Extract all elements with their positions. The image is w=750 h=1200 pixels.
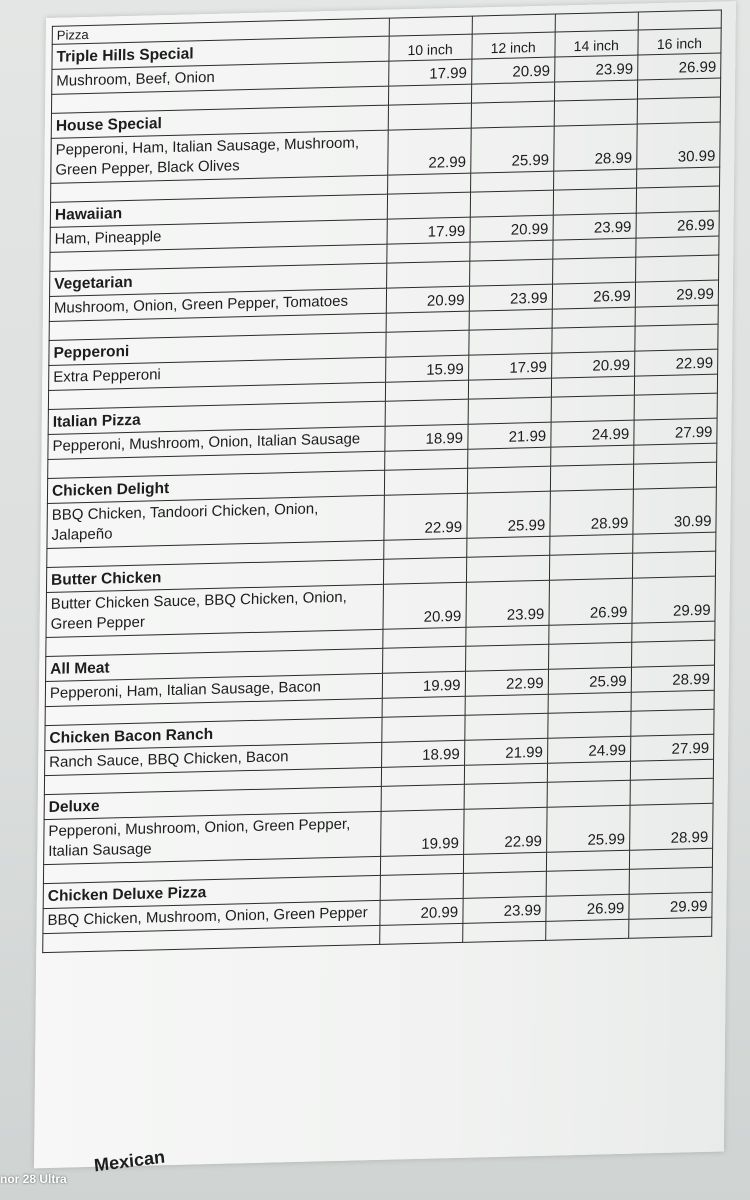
price-cell: 20.99: [386, 286, 469, 313]
item-description: Ham, Pineapple: [50, 219, 387, 252]
price-cell: 28.99: [631, 665, 714, 692]
price-cell: 23.99: [469, 284, 552, 311]
empty-cell: [386, 311, 469, 332]
price-cell: 26.99: [549, 578, 633, 625]
empty-cell: [636, 186, 719, 213]
size-header: 12 inch: [472, 32, 555, 59]
menu-items: [43, 28, 721, 953]
price-cell: 20.99: [379, 898, 462, 925]
empty-cell: [631, 690, 714, 711]
price-cell: 29.99: [632, 576, 716, 623]
empty-cell: [466, 536, 549, 557]
section-label: Pizza: [52, 18, 389, 44]
item-description: Pepperoni, Mushroom, Onion, Italian Sausage: [48, 426, 385, 459]
camera-watermark: nor 28 Ultra: [0, 1172, 67, 1186]
empty-cell: [637, 78, 720, 99]
empty-cell: [552, 307, 635, 328]
empty-cell: [385, 380, 468, 401]
empty-cell: [635, 305, 718, 326]
item-name: Butter Chicken: [46, 559, 383, 592]
empty-cell: [464, 763, 547, 784]
price-cell: 25.99: [548, 667, 631, 694]
cut-off-item-name: Mexican: [93, 1146, 166, 1176]
empty-cell: [469, 259, 552, 286]
item-name: House Special: [51, 105, 388, 138]
price-cell: 22.99: [387, 128, 471, 175]
price-cell: 21.99: [464, 738, 547, 765]
empty-cell: [470, 190, 553, 217]
item-name: Triple Hills Special: [52, 36, 389, 69]
price-cell: 23.99: [554, 55, 637, 82]
empty-cell: [467, 447, 550, 468]
empty-cell: [465, 644, 548, 671]
price-cell: 22.99: [383, 493, 467, 540]
empty-cell: [387, 192, 470, 219]
empty-cell: [554, 99, 637, 126]
empty-cell: [630, 778, 713, 805]
empty-cell: [382, 696, 465, 717]
empty-cell: [550, 464, 633, 491]
item-name: Deluxe: [44, 786, 381, 819]
empty-cell: [548, 692, 631, 713]
empty-cell: [636, 236, 719, 257]
item-description: BBQ Chicken, Mushroom, Onion, Green Pepper: [43, 900, 380, 933]
empty-cell: [635, 324, 718, 351]
price-cell: 29.99: [629, 892, 712, 919]
empty-cell: [469, 240, 552, 261]
item-description: Butter Chicken Sauce, BBQ Chicken, Onion, Green Pepper: [46, 584, 383, 637]
empty-cell: [633, 532, 716, 553]
price-cell: 20.99: [470, 215, 553, 242]
price-cell: 15.99: [385, 355, 468, 382]
item-description: Mushroom, Onion, Green Pepper, Tomatoes: [49, 288, 386, 321]
item-name: All Meat: [46, 648, 383, 681]
price-cell: 27.99: [630, 734, 713, 761]
price-cell: 20.99: [551, 351, 634, 378]
price-cell: 19.99: [382, 671, 465, 698]
price-cell: 25.99: [546, 805, 630, 852]
price-cell: 18.99: [384, 424, 467, 451]
empty-cell: [464, 782, 547, 809]
price-cell: 25.99: [470, 126, 554, 173]
empty-cell: [382, 627, 465, 648]
empty-cell: [633, 462, 716, 489]
empty-cell: [549, 623, 632, 644]
empty-cell: [553, 169, 636, 190]
item-description: Pepperoni, Ham, Italian Sausage, Mushroom, Green Pepper, Black Olives: [51, 130, 388, 183]
empty-cell: [548, 711, 631, 738]
item-name: Hawaiian: [50, 194, 387, 227]
empty-cell: [383, 557, 466, 584]
empty-cell: [384, 468, 467, 495]
price-cell: 30.99: [633, 487, 717, 534]
empty-cell: [550, 445, 633, 466]
empty-cell: [636, 167, 719, 188]
empty-cell: [468, 397, 551, 424]
empty-cell: [381, 784, 464, 811]
empty-cell: [386, 261, 469, 288]
item-description: BBQ Chicken, Tandoori Chicken, Onion, Jalapeño: [47, 495, 384, 548]
empty-cell: [379, 923, 462, 944]
empty-cell: [382, 646, 465, 673]
empty-cell: [632, 621, 715, 642]
price-cell: 17.99: [387, 217, 470, 244]
price-cell: 17.99: [388, 59, 471, 86]
empty-cell: [549, 553, 632, 580]
empty-cell: [634, 374, 717, 395]
menu-sheet: [34, 1, 736, 1176]
size-header: 14 inch: [555, 30, 638, 57]
empty-cell: [637, 97, 720, 124]
empty-cell: [554, 80, 637, 101]
empty-cell: [466, 555, 549, 582]
price-cell: 29.99: [635, 280, 718, 307]
empty-cell: [385, 399, 468, 426]
empty-cell: [387, 173, 470, 194]
price-cell: 20.99: [382, 582, 466, 629]
price-cell: 22.99: [634, 349, 717, 376]
empty-cell: [553, 238, 636, 259]
price-cell: 26.99: [546, 894, 629, 921]
empty-cell: [553, 188, 636, 215]
empty-cell: [388, 84, 471, 105]
empty-cell: [631, 709, 714, 736]
price-cell: 26.99: [636, 211, 719, 238]
empty-cell: [545, 919, 628, 940]
price-cell: 19.99: [380, 809, 464, 856]
empty-cell: [631, 640, 714, 667]
item-name: Chicken Bacon Ranch: [45, 717, 382, 750]
empty-cell: [552, 326, 635, 353]
price-cell: 27.99: [634, 418, 717, 445]
empty-cell: [547, 761, 630, 782]
item-name: Pepperoni: [49, 332, 386, 365]
size-header: 10 inch: [388, 34, 471, 61]
price-cell: 28.99: [629, 803, 713, 850]
empty-cell: [552, 257, 635, 284]
empty-cell: [380, 873, 463, 900]
empty-cell: [463, 852, 546, 873]
empty-cell: [386, 242, 469, 263]
empty-cell: [464, 713, 547, 740]
empty-cell: [465, 625, 548, 646]
item-description: Mushroom, Beef, Onion: [52, 61, 389, 94]
empty-cell: [384, 449, 467, 470]
price-cell: 17.99: [468, 353, 551, 380]
price-cell: 26.99: [552, 282, 635, 309]
empty-cell: [471, 82, 554, 103]
empty-cell: [551, 376, 634, 397]
empty-cell: [546, 850, 629, 871]
item-description: Pepperoni, Ham, Italian Sausage, Bacon: [45, 673, 382, 706]
empty-cell: [629, 867, 712, 894]
item-name: Italian Pizza: [48, 401, 385, 434]
empty-cell: [629, 848, 712, 869]
item-name: Chicken Delight: [47, 470, 384, 503]
item-name: Vegetarian: [50, 263, 387, 296]
price-cell: 25.99: [467, 491, 551, 538]
empty-cell: [633, 443, 716, 464]
price-cell: 28.99: [553, 124, 637, 171]
empty-cell: [551, 395, 634, 422]
price-cell: 24.99: [551, 420, 634, 447]
empty-cell: [467, 466, 550, 493]
item-description: Pepperoni, Mushroom, Onion, Green Pepper, Italian Sausage: [44, 811, 381, 864]
price-cell: 21.99: [467, 422, 550, 449]
empty-cell: [632, 551, 715, 578]
empty-cell: [629, 917, 712, 938]
empty-cell: [381, 715, 464, 742]
price-cell: 26.99: [637, 53, 720, 80]
empty-cell: [470, 171, 553, 192]
pizza-price-table: [42, 9, 722, 953]
item-description: Extra Pepperoni: [49, 357, 386, 390]
price-cell: 20.99: [471, 57, 554, 84]
empty-cell: [630, 759, 713, 780]
empty-cell: [465, 694, 548, 715]
empty-cell: [546, 869, 629, 896]
price-cell: 24.99: [547, 736, 630, 763]
empty-cell: [468, 328, 551, 355]
empty-cell: [469, 309, 552, 330]
empty-cell: [463, 871, 546, 898]
empty-cell: [468, 378, 551, 399]
empty-cell: [471, 101, 554, 128]
empty-cell: [547, 780, 630, 807]
item-name: Chicken Deluxe Pizza: [43, 875, 380, 908]
price-cell: 28.99: [550, 489, 634, 536]
empty-cell: [548, 642, 631, 669]
empty-cell: [380, 854, 463, 875]
price-cell: 23.99: [462, 896, 545, 923]
price-cell: 22.99: [463, 807, 547, 854]
empty-cell: [383, 538, 466, 559]
price-cell: 18.99: [381, 740, 464, 767]
empty-cell: [634, 393, 717, 420]
empty-cell: [549, 534, 632, 555]
price-cell: 23.99: [466, 580, 550, 627]
empty-cell: [388, 103, 471, 130]
price-cell: 23.99: [553, 213, 636, 240]
empty-cell: [462, 921, 545, 942]
empty-cell: [385, 330, 468, 357]
price-cell: 22.99: [465, 669, 548, 696]
item-description: Ranch Sauce, BBQ Chicken, Bacon: [45, 742, 382, 775]
empty-cell: [381, 765, 464, 786]
size-header: 16 inch: [638, 28, 721, 55]
empty-cell: [635, 255, 718, 282]
price-cell: 30.99: [637, 122, 721, 169]
